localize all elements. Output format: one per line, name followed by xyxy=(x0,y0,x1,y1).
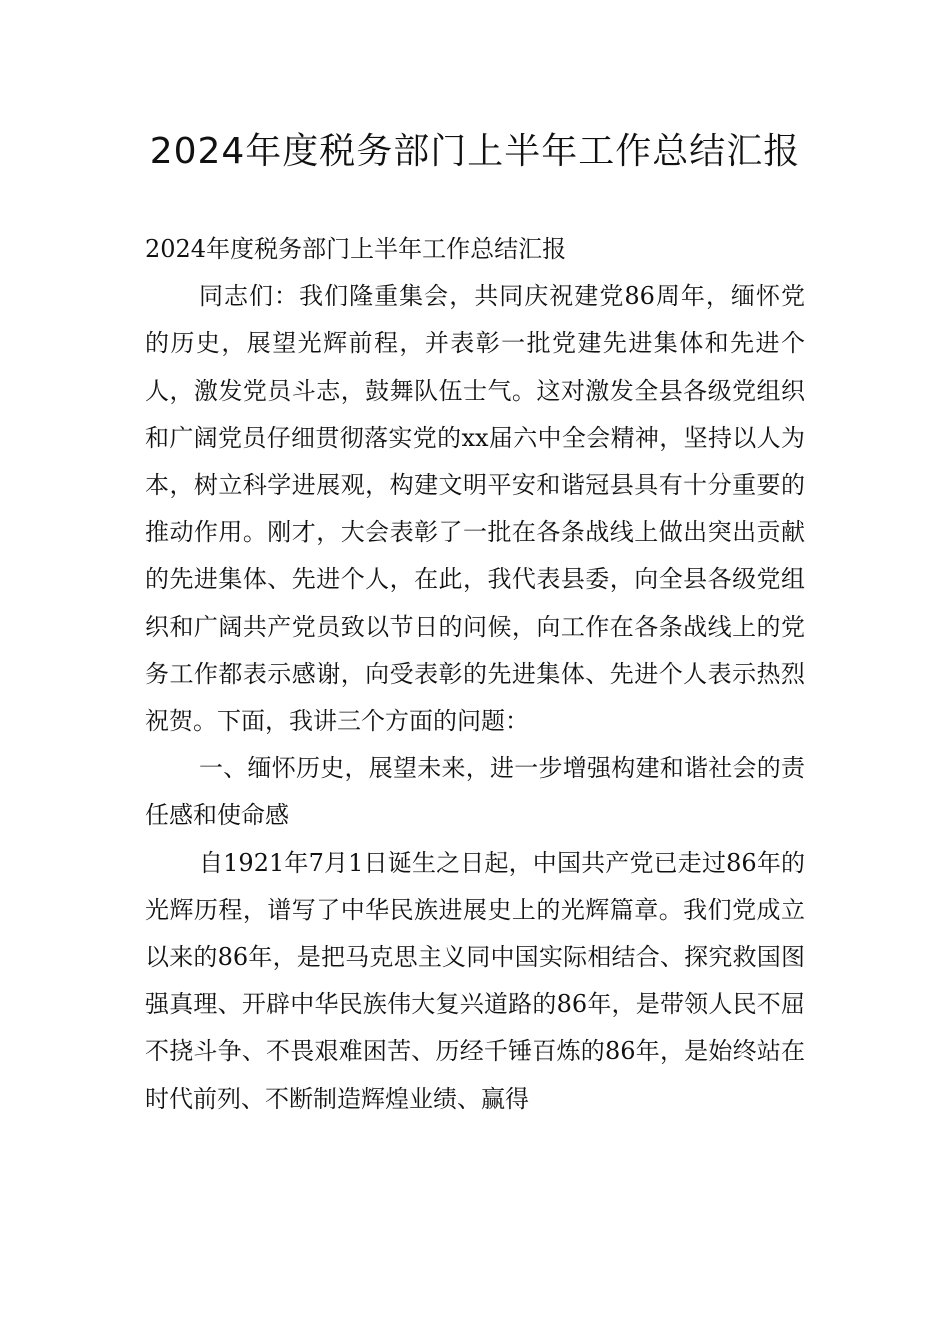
document-body xyxy=(145,226,805,1123)
section-heading-1: 一、缅怀历史，展望未来，进一步增强构建和谐社会的责任感和使命感 xyxy=(145,754,805,830)
document-title: 2024年度税务部门上半年工作总结汇报 xyxy=(149,131,801,172)
history-paragraph: 自1921年7月1日诞生之日起，中国共产党已走过86年的光辉历程，谱写了中华民族进展史上的光辉篇章。我们党成立以来的86年，是把马克思主义同中国实际相结合、探究救国图强真理、开辟中华民族伟大复兴道路的86年，是带领人民不屈不挠斗争、不畏艰难困苦、历经千锤百炼的86年，是始终站在时代前列、不断制造辉煌业绩、赢得 xyxy=(145,848,805,1113)
opening-paragraph: 同志们：我们隆重集会，共同庆祝建党86周年，缅怀党的历史，展望光辉前程，并表彰一批党建先进集体和先进个人，激发党员斗志，鼓舞队伍士气。这对激发全县各级党组织和广阔党员仔细贯彻落实党的xx届六中全会精神，坚持以人为本，树立科学进展观，构建文明平安和谐冠县具有十分重要的推动作用。刚才，大会表彰了一批在各条战线上做出突出贡献的先进集体、先进个人，在此，我代表县委，向全县各级党组织和广阔共产党员致以节日的问候，向工作在各条战线上的党务工作都表示感谢，向受表彰的先进集体、先进个人表示热烈祝贺。下面，我讲三个方面的问题： xyxy=(145,282,805,736)
subtitle-paragraph: 2024年度税务部门上半年工作总结汇报 xyxy=(145,235,567,263)
